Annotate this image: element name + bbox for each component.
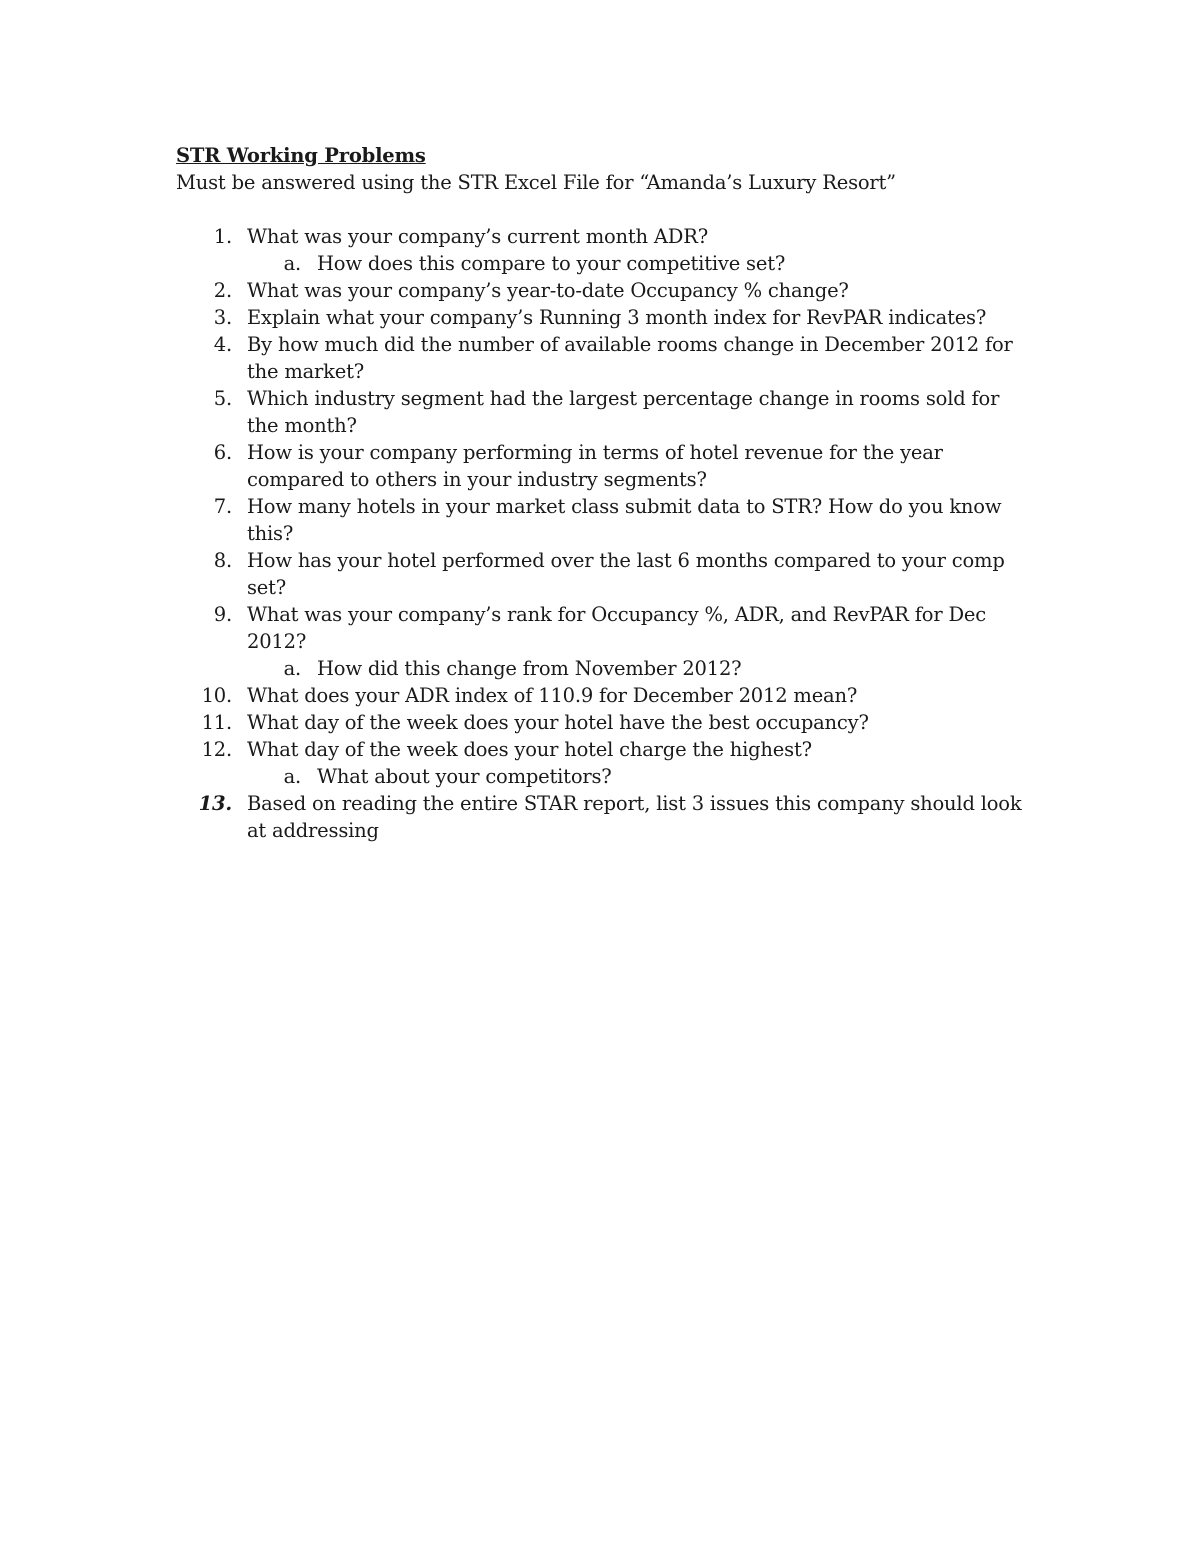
question-text: How has your hotel performed over the last 6 months compared to your comp set? — [247, 549, 1005, 599]
question-text: By how much did the number of available rooms change in December 2012 for the market? — [247, 333, 1013, 383]
question-number: 5. — [213, 387, 232, 410]
question-number: 9. — [213, 603, 232, 626]
question-text: What day of the week does your hotel have the best occupancy? — [247, 711, 869, 734]
question-number: 3. — [213, 306, 232, 329]
question-number: 1. — [213, 225, 232, 248]
sub-question-item — [176, 250, 1036, 277]
question-number: 12. — [201, 738, 232, 761]
sub-question-list — [247, 655, 1036, 682]
question-text: Explain what your company’s Running 3 month index for RevPAR indicates? — [247, 306, 987, 329]
sub-question-text: How did this change from November 2012? — [317, 657, 742, 680]
question-number: 4. — [213, 333, 232, 356]
sub-question-item — [176, 655, 1036, 682]
question-item — [176, 736, 1036, 790]
document-subtitle: Must be answered using the STR Excel File for “Amanda’s Luxury Resort” — [176, 171, 896, 194]
question-item — [176, 709, 1036, 736]
question-number: 11. — [201, 711, 232, 734]
question-item — [176, 790, 1036, 844]
question-text: What was your company’s year-to-date Occupancy % change? — [247, 279, 849, 302]
sub-question-list — [247, 250, 1036, 277]
question-number: 8. — [213, 549, 232, 572]
question-number: 7. — [213, 495, 232, 518]
question-text: Which industry segment had the largest percentage change in rooms sold for the month? — [247, 387, 1000, 437]
question-item — [176, 601, 1036, 682]
question-number: 6. — [213, 441, 232, 464]
document-page — [176, 142, 1036, 844]
question-item — [176, 547, 1036, 601]
document-title: STR Working Problems — [176, 144, 426, 167]
question-item — [176, 682, 1036, 709]
sub-question-item — [176, 763, 1036, 790]
question-text: What day of the week does your hotel charge the highest? — [247, 738, 812, 761]
question-list — [176, 223, 1036, 844]
question-text: What was your company’s current month ADR? — [247, 225, 708, 248]
question-item — [176, 385, 1036, 439]
question-item — [176, 331, 1036, 385]
sub-question-letter: a. — [283, 252, 301, 275]
question-item — [176, 277, 1036, 304]
question-text: Based on reading the entire STAR report, list 3 issues this company should look at addressing — [247, 792, 1022, 842]
question-item — [176, 223, 1036, 277]
question-text: What was your company’s rank for Occupancy %, ADR, and RevPAR for Dec 2012? — [247, 603, 986, 653]
question-number: 13. — [198, 792, 232, 815]
question-item — [176, 493, 1036, 547]
question-item — [176, 439, 1036, 493]
sub-question-letter: a. — [283, 765, 301, 788]
sub-question-list — [247, 763, 1036, 790]
sub-question-text: How does this compare to your competitive set? — [317, 252, 786, 275]
sub-question-text: What about your competitors? — [317, 765, 612, 788]
question-text: How is your company performing in terms of hotel revenue for the year compared to others in your industry segments? — [247, 441, 943, 491]
question-item — [176, 304, 1036, 331]
question-text: How many hotels in your market class submit data to STR? How do you know this? — [247, 495, 1002, 545]
question-number: 2. — [213, 279, 232, 302]
question-number: 10. — [201, 684, 232, 707]
question-text: What does your ADR index of 110.9 for December 2012 mean? — [247, 684, 858, 707]
sub-question-letter: a. — [283, 657, 301, 680]
